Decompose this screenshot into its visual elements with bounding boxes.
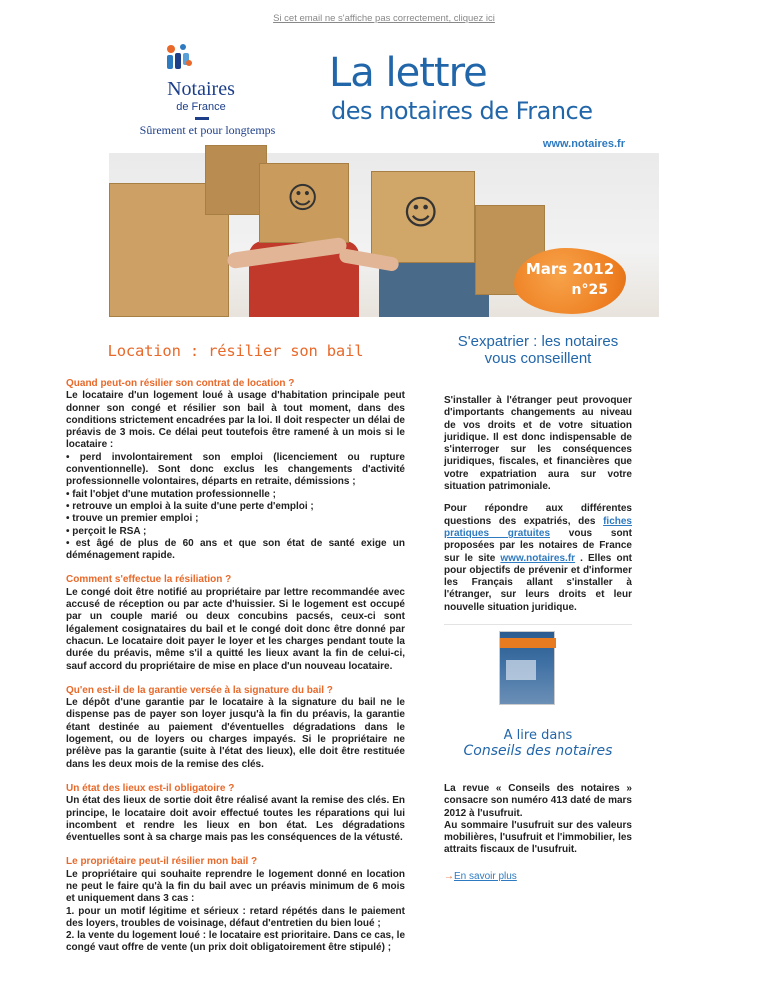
read-block xyxy=(444,728,632,882)
section-question: Comment s'effectue la résiliation ? xyxy=(66,574,232,586)
section-question: Un état des lieux est-il obligatoire ? xyxy=(66,782,235,794)
expat-title: S'expatrier : les notaires vous conseillent xyxy=(457,333,619,367)
logo-dash xyxy=(195,117,209,120)
magazine-headline xyxy=(506,660,536,680)
read-magazine-name: Conseils des notaires xyxy=(463,743,613,759)
notaires-logo[interactable] xyxy=(109,35,324,150)
header-photo xyxy=(109,153,659,317)
divider xyxy=(444,624,632,625)
notaires-site-link[interactable]: www.notaires.fr xyxy=(500,552,576,564)
section-body: Un état des lieux de sortie doit être réalisé avant la remise des clés. En principe, le locataire doit avoir effectué toutes les réparations qui lui incombent et rendre les lieux en bon état. Les dégradations éventuelles sont à sa charge mais pas les conséquences de la vétusté. xyxy=(66,795,405,844)
read-paragraph: La revue « Conseils des notaires » consacre son numéro 413 daté de mars 2012 à l'usufruit. Au sommaire l'usufruit sur des valeurs mobilières, l'usufruit et l'immobilier, les attraits fiscaux de l'usufruit. xyxy=(444,783,632,856)
expat-text: . Elles ont pour objectifs de prévenir et d'informer les Français allant s'installer à l'étranger, sur leurs droits et leur nouvelle situation juridique. xyxy=(444,552,633,613)
article-location xyxy=(66,342,405,967)
magazine-cover[interactable] xyxy=(499,631,555,705)
magazine-band xyxy=(500,638,556,648)
more-link-label[interactable]: En savoir plus xyxy=(454,870,517,882)
section-question: Qu'en est-il de la garantie versée à la signature du bail ? xyxy=(66,684,333,696)
logo-subtitle: de France xyxy=(176,101,226,113)
more-link[interactable] xyxy=(444,871,632,882)
section-body: Le locataire d'un logement loué à usage d'habitation principale peut donner son congé et résilier son bail à tout moment, dans des conditions strictement encadrées par la loi. Il doit respecter un délai de préavis de 3 mois. Ce délai peut toutefois être ramené à un mois si le locataire : • perd involontairement son emploi (licenciement ou rupture conventionnelle). Sont donc exclus les changements d'activité professionnelle volontaires, départs en retraite, démissions ; • fait l'objet d'une mutation professionnelle ; • retrouve un emploi à la suite d'une perte d'emploi ; • trouve un premier emploi ; • perçoit le RSA ; • est âgé de plus de 60 ans et que son état de santé exige un déménagement rapide. xyxy=(66,390,405,562)
notaires-logo-icon xyxy=(161,41,195,75)
article-section xyxy=(66,574,405,672)
smiley-face-icon: ☺ xyxy=(287,181,319,216)
newsletter-subtitle: des notaires de France xyxy=(331,97,593,125)
newsletter-title: La lettre xyxy=(329,50,487,96)
fiches-pratiques-link[interactable]: fiches pratiques gratuites xyxy=(444,515,632,539)
article-section xyxy=(66,856,405,954)
expat-paragraph-links xyxy=(444,503,632,614)
article-section xyxy=(66,685,405,771)
article-title: Location : résilier son bail xyxy=(107,342,364,360)
article-section xyxy=(66,378,405,562)
expat-text: vous sont proposées par les notaires de France sur le site xyxy=(444,527,632,564)
issue-date: Mars 2012 xyxy=(525,260,615,278)
expat-paragraph: S'installer à l'étranger peut provoquer d'importants changements au niveau de vos droits et de votre situation juridique. Il est donc indispensable de s'interroger sur les conséquences juridiques, fiscales, et financières que votre expatriation aura sur votre situation patrimoniale. xyxy=(444,395,632,493)
smiley-face-icon: ☺ xyxy=(403,193,439,233)
logo-tagline: Sûrement et pour longtemps xyxy=(139,123,276,137)
newsletter-header xyxy=(109,35,659,317)
read-title: A lire dans xyxy=(503,728,573,743)
article-section xyxy=(66,783,405,844)
issue-badge xyxy=(514,248,626,314)
section-body: Le propriétaire qui souhaite reprendre le logement donné en location ne peut le faire qu'à la fin du bail avec un préavis minimum de 6 mois et uniquement dans 3 cas : 1. pour un motif légitime et sérieux : retard répétés dans le paiement des loyers, troubles de voisinage, défaut d'entretien du bien loué ; 2. la vente du logement loué : le locataire est prioritaire. Dans ce cas, le congé vaut offre de vente (un prix doit obligatoirement être stipulé) ; xyxy=(66,868,406,954)
article-expatrier xyxy=(444,333,632,625)
logo-title: Notaires xyxy=(167,78,235,100)
expat-text: Pour répondre aux différentes questions des expatriés, des xyxy=(444,503,632,527)
section-body: Le dépôt d'une garantie par le locataire à la signature du bail ne le dispense pas de payer son loyer jusqu'à la fin du préavis, la garantie étant destinée au paiement d'éventuelles dégradations dans le logement, ou de loyers ou charges impayés. Si le propriétaire ne prélève pas la garantie (suite à l'état des lieux), elle doit être restituée dans les deux mois de la remise des clés. xyxy=(66,697,405,770)
section-question: Quand peut-on résilier son contrat de location ? xyxy=(66,378,295,389)
arrow-right-icon: → xyxy=(444,870,454,882)
section-question: Le propriétaire peut-il résilier mon bail ? xyxy=(66,856,258,868)
view-online-link[interactable]: Si cet email ne s'affiche pas correctement, cliquez ici xyxy=(273,13,495,24)
cardboard-box xyxy=(205,145,267,215)
site-url[interactable]: www.notaires.fr xyxy=(542,138,625,150)
issue-number: n°25 xyxy=(571,282,608,298)
section-body: Le congé doit être notifié au propriétaire par lettre recommandée avec accusé de réception ou par acte d'huissier. Si le logement est occupé par un couple marié ou deux concubins pacsés, ceux-ci sont légalement cosignataires du bail et le congé doit donc être donné par chacun. Le locataire doit payer le loyer et les charges pendant toute la durée du préavis, même s'il a quitté les lieux avant la fin de celui-ci, sauf accord du propriétaire de mise en place d'un nouveau locataire. xyxy=(66,586,405,672)
